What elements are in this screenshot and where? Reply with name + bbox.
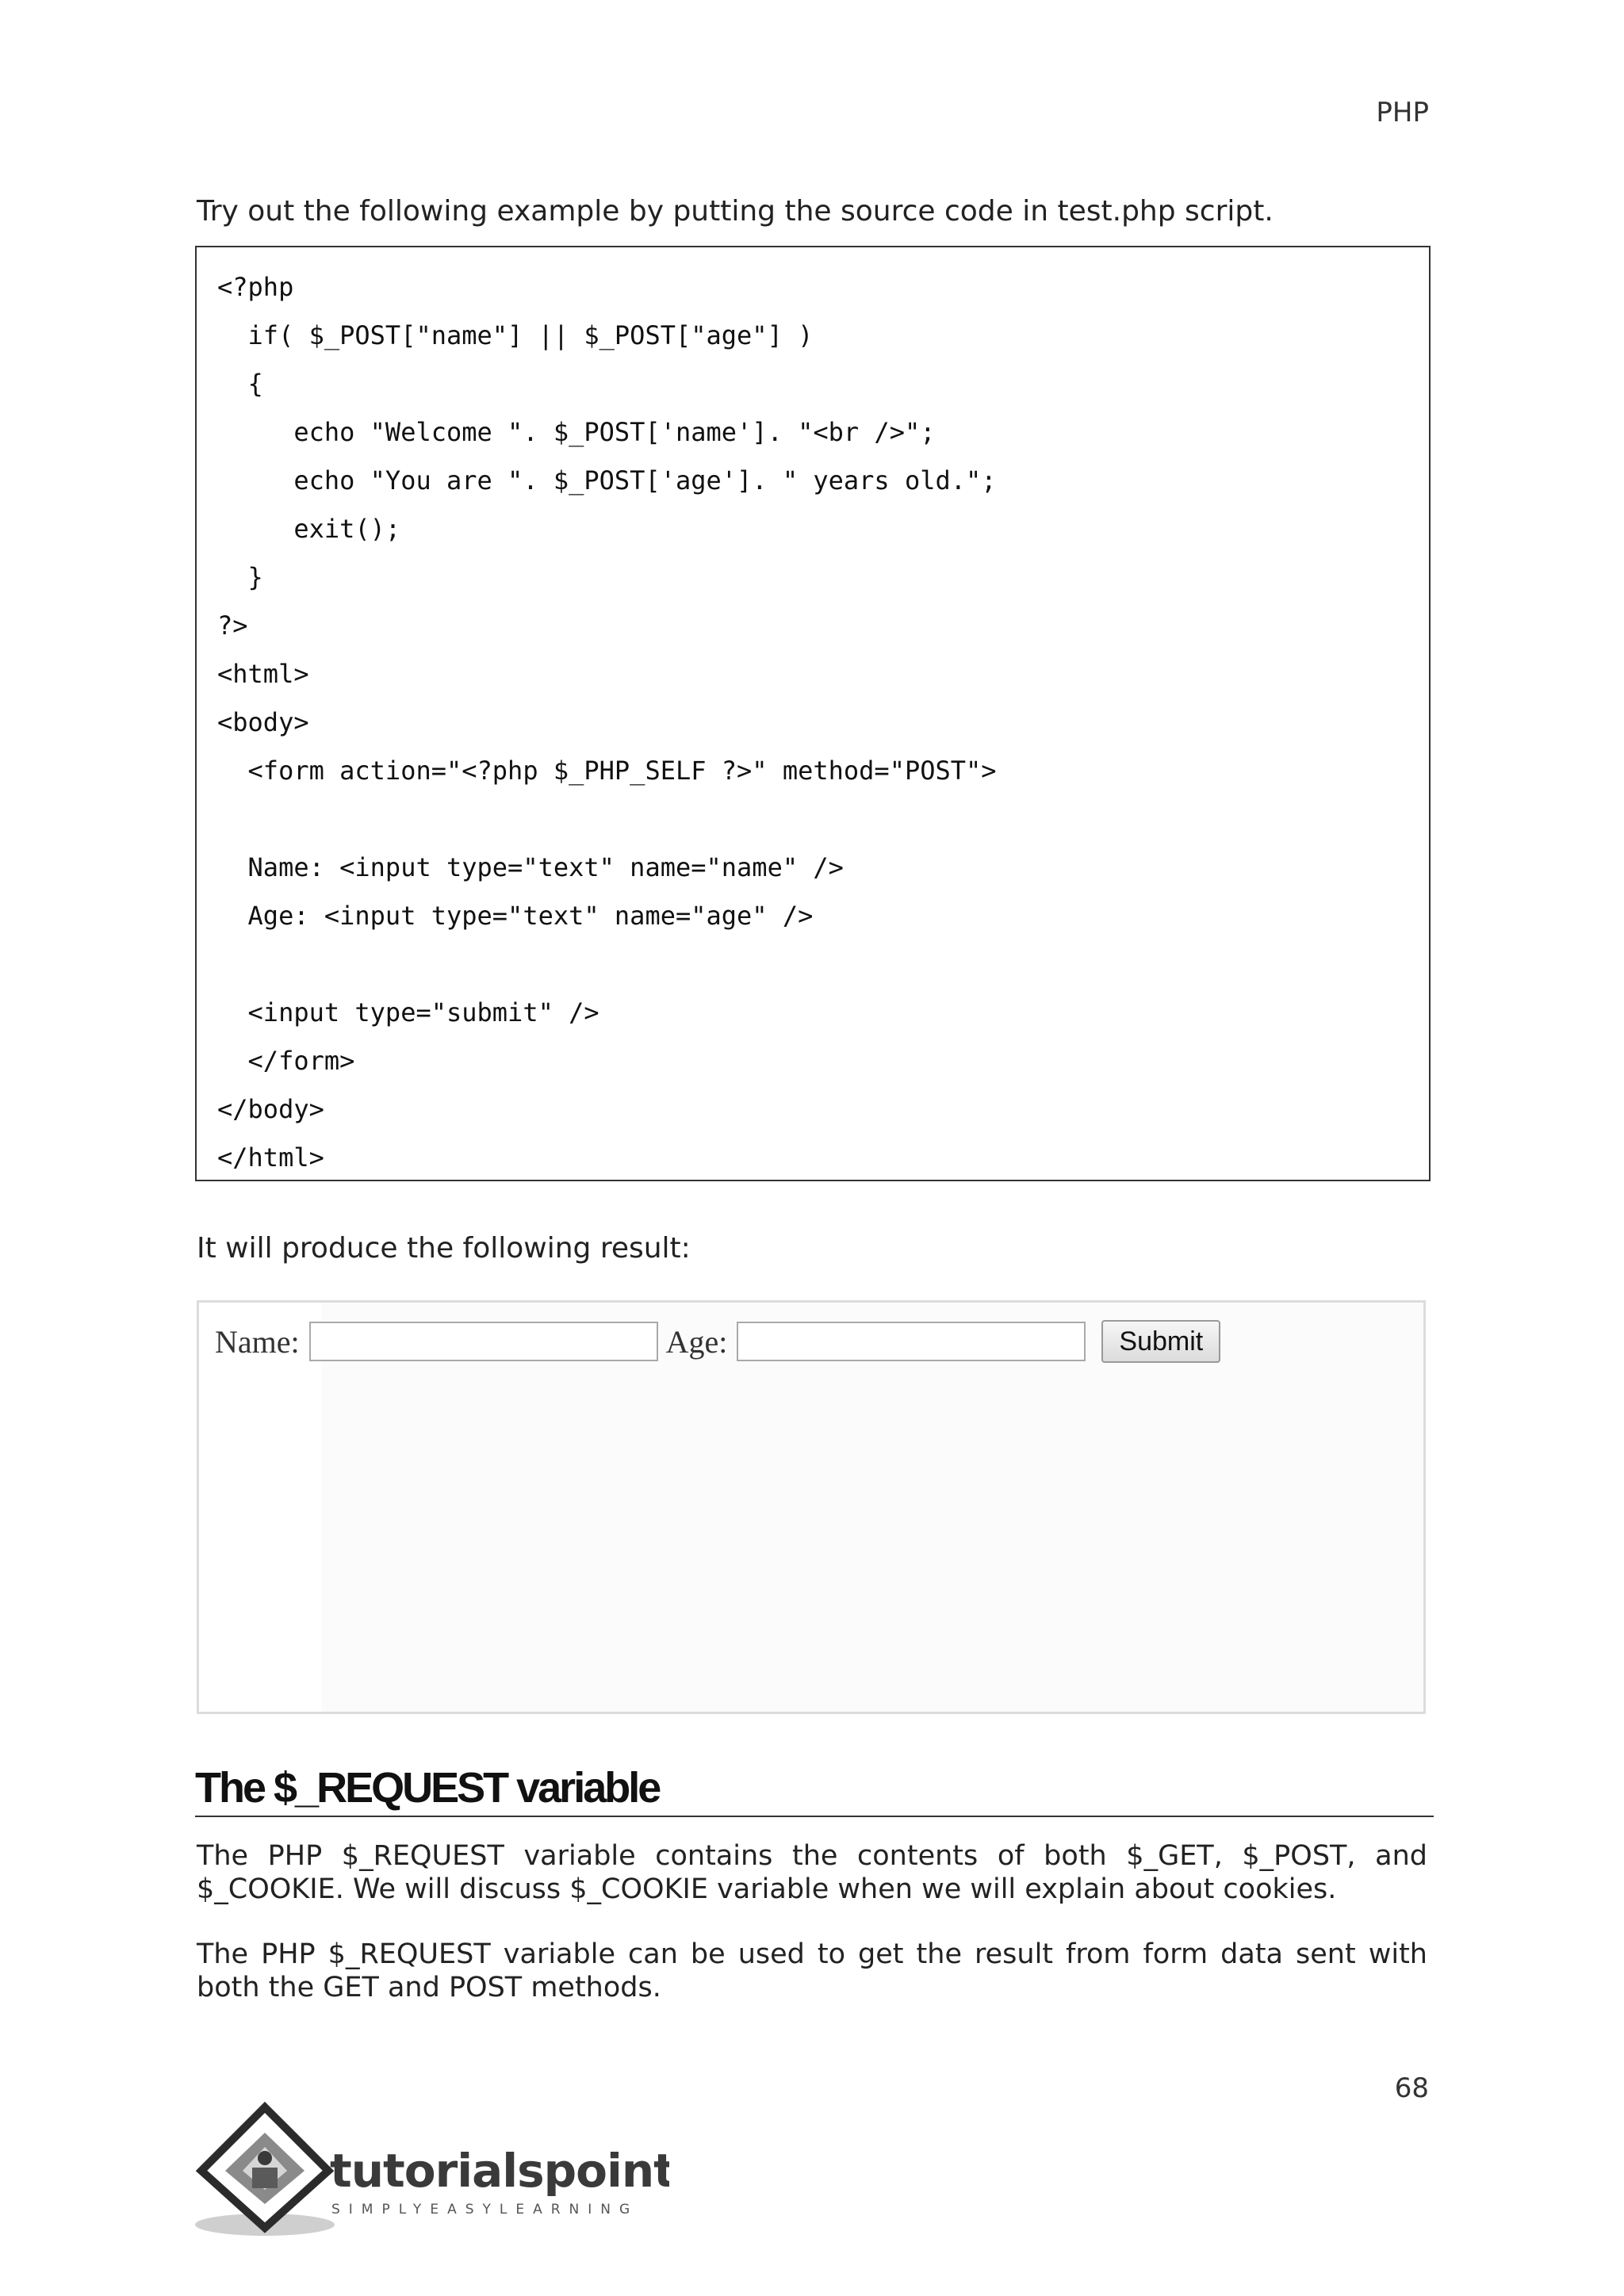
- code-line: exit();: [217, 514, 401, 544]
- code-line: Age: <input type="text" name="age" />: [217, 901, 814, 931]
- section-heading: The $_REQUEST variable: [195, 1763, 1434, 1817]
- result-form-preview: [197, 1300, 1426, 1714]
- code-line: </html>: [217, 1142, 324, 1173]
- age-label: Age:: [665, 1323, 728, 1360]
- page-header-title: PHP: [1376, 97, 1429, 128]
- code-line: <input type="submit" />: [217, 997, 599, 1027]
- code-line: }: [217, 562, 263, 592]
- code-line: <form action="<?php $_PHP_SELF ?>" method="POST">: [217, 756, 997, 786]
- code-line: <body>: [217, 707, 309, 737]
- form-row: [215, 1320, 1220, 1363]
- code-line: <?php: [217, 272, 294, 302]
- code-line: <html>: [217, 659, 309, 689]
- age-input[interactable]: [737, 1322, 1086, 1361]
- code-line: </body>: [217, 1094, 324, 1124]
- code-line: </form>: [217, 1046, 355, 1076]
- tutorialspoint-logo: [193, 2101, 669, 2247]
- intro-text: Try out the following example by putting the source code in test.php script.: [197, 195, 1274, 228]
- code-line: Name: <input type="text" name="name" />: [217, 852, 844, 882]
- logo-wordmark: tutorialspoint: [330, 2144, 669, 2198]
- result-intro-text: It will produce the following result:: [197, 1232, 691, 1265]
- code-line: echo "Welcome ". $_POST['name']. "<br />";: [217, 417, 936, 447]
- submit-button[interactable]: Submit: [1101, 1320, 1220, 1363]
- code-line: {: [217, 369, 263, 399]
- code-line: [217, 795, 1408, 844]
- code-line: echo "You are ". $_POST['age']. " years old.";: [217, 465, 997, 496]
- code-line: [217, 940, 1408, 989]
- section-paragraph-2: The PHP $_REQUEST variable can be used to get the result from form data sent with both the GET and POST methods.: [197, 1938, 1427, 2003]
- code-block: [195, 246, 1431, 1181]
- section-paragraph-1: The PHP $_REQUEST variable contains the contents of both $_GET, $_POST, and $_COOKIE. We will discuss $_COOKIE variable when we will explain about cookies.: [197, 1840, 1427, 1905]
- code-line: if( $_POST["name"] || $_POST["age"] ): [217, 320, 814, 350]
- code-line: ?>: [217, 610, 248, 641]
- page-number: 68: [1394, 2072, 1429, 2104]
- logo-tagline: SIMPLYEASYLEARNING: [331, 2202, 639, 2218]
- name-label: Name:: [215, 1323, 300, 1360]
- name-input[interactable]: [309, 1322, 658, 1361]
